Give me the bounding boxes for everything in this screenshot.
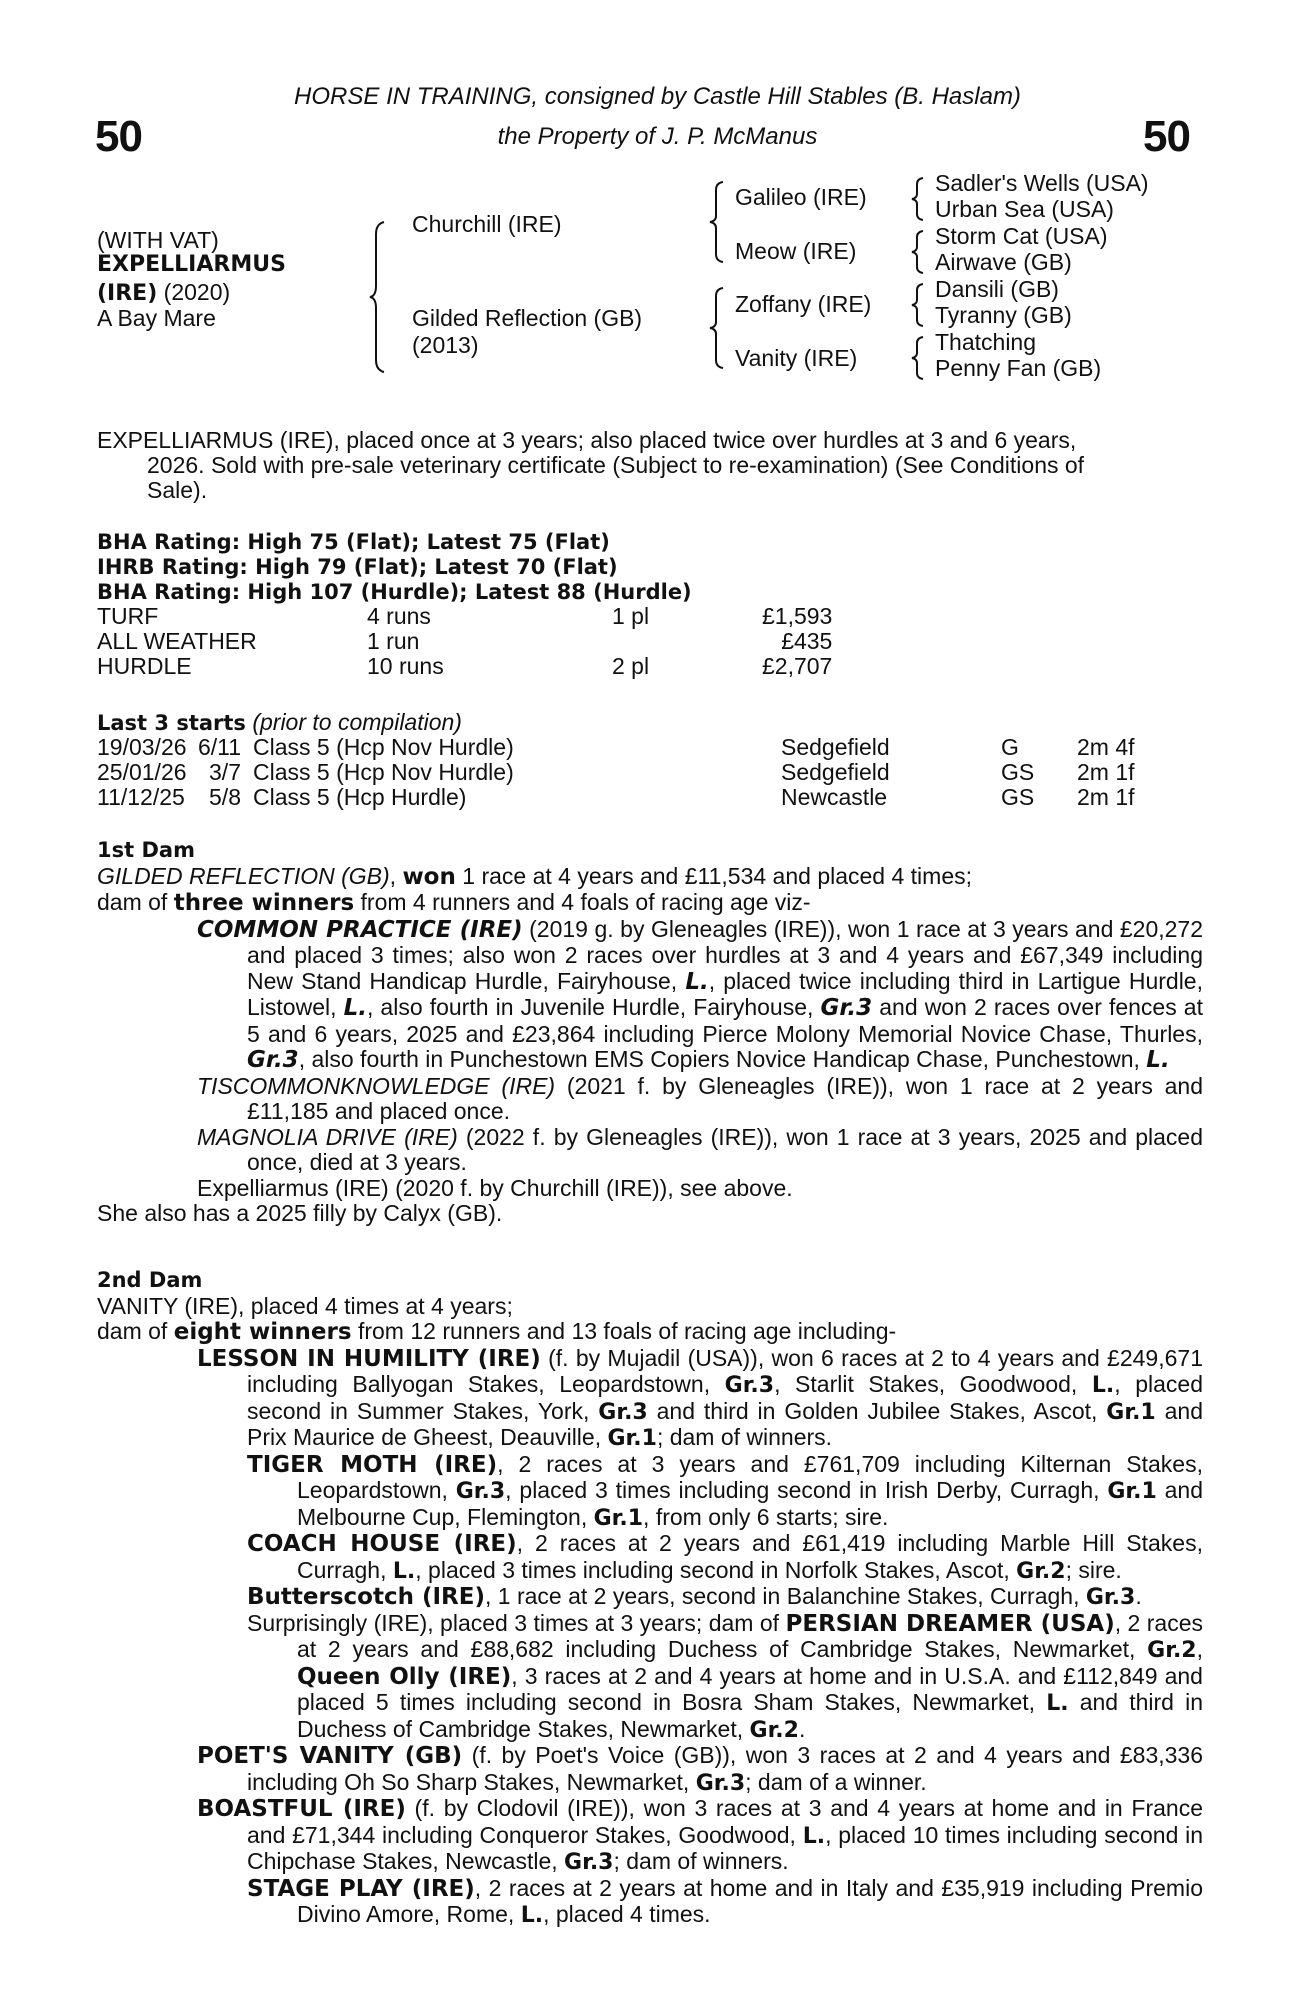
text: , 2 races at 3 years and £761,709 including Kilternan Stakes, Leopardstown,	[297, 1450, 1203, 1503]
vat-label: (WITH VAT)	[97, 227, 219, 253]
race-grade: Gr.3	[820, 995, 873, 1021]
race-grade: L.	[1091, 1373, 1115, 1398]
second-dam-line	[97, 1319, 1203, 1346]
first-dam-section	[97, 838, 1203, 1227]
first-dam-line	[97, 890, 1203, 917]
race-grade: Gr.1	[1106, 1399, 1156, 1425]
text: (2019 g. by Gleneagles (IRE)), won 1 race at 3 years and £20,272 and placed 3 times; also won 2 races over hurdles at 3 and 4 years and £67,349 including New Stand Handicap Hurdle, Fairyhouse,	[247, 915, 1203, 994]
text: (2022 f. by Gleneagles (IRE)), won 1 race at 3 years, 2025 and placed once, died at 3 years.	[247, 1123, 1203, 1175]
produce-name: TIGER MOTH (IRE)	[247, 1451, 498, 1478]
won-label: won	[402, 863, 456, 890]
rating-line: BHA Rating: High 75 (Flat); Latest 75 (Flat)	[97, 530, 610, 554]
text: ; dam of winners.	[656, 1424, 833, 1450]
pedigree-dam-sire: Zoffany (IRE)	[735, 291, 872, 317]
rating-line: IHRB Rating: High 79 (Flat); Latest 70 (Flat)	[97, 555, 618, 579]
pedigree-dam: Gilded Reflection (GB)	[412, 305, 643, 331]
text: (f. by Clodovil (IRE)), won 3 races at 3 and 4 years at home and in France and £71,344 including Conqueror Stakes, Goodwood,	[247, 1795, 1203, 1848]
record-row	[97, 604, 832, 629]
header-owner: the Property of J. P. McManus	[497, 123, 818, 150]
pedigree-dam-year: (2013)	[412, 332, 479, 358]
last-starts-title: Last 3 starts	[97, 711, 246, 735]
race-grade: L.	[1146, 1047, 1170, 1073]
text: , placed twice including third in Lartigue Hurdle, Listowel,	[247, 967, 1203, 1020]
start-going: GS	[1001, 784, 1035, 810]
brace-vanity	[910, 335, 926, 381]
summary-line: EXPELLIARMUS (IRE), placed once at 3 years; also placed twice over hurdles at 3 and 6 years,	[97, 427, 1077, 453]
brace-meow	[910, 229, 926, 275]
text: , 2 races at 2 years and £61,419 including Marble Hill Stakes, Curragh,	[297, 1530, 1203, 1583]
text: , placed 3 times including second in Norfolk Stakes, Ascot,	[415, 1556, 1017, 1583]
race-grade: Gr.2	[1016, 1558, 1066, 1584]
pedigree-gen3: Tyranny (GB)	[935, 302, 1072, 328]
produce-name: LESSON IN HUMILITY (IRE)	[197, 1345, 541, 1372]
produce-note: She also has a 2025 filly by Calyx (GB).	[97, 1200, 503, 1226]
produce-name: MAGNOLIA DRIVE (IRE)	[197, 1123, 458, 1150]
dam-name: GILDED REFLECTION (GB)	[97, 862, 390, 889]
text: ; sire.	[1065, 1556, 1122, 1583]
summary-line: Sale).	[147, 477, 208, 503]
start-distance: 2m 1f	[1077, 759, 1135, 785]
horse-year: (2020)	[157, 279, 231, 305]
start-race: Class 5 (Hcp Hurdle)	[253, 784, 467, 810]
record-prize: £2,707	[762, 653, 833, 679]
start-date: 19/03/26	[97, 734, 187, 760]
produce-name: STAGE PLAY (IRE)	[247, 1875, 475, 1902]
start-date: 25/01/26	[97, 759, 187, 785]
text: from 4 runners and 4 foals of racing age viz-	[354, 889, 811, 915]
text: .	[1135, 1583, 1142, 1609]
record-placed: 2 pl	[612, 653, 650, 679]
lot-number-right: 50	[1143, 112, 1190, 161]
text: from 12 runners and 13 foals of racing age including-	[351, 1318, 897, 1344]
text: Surprisingly (IRE), placed 3 times at 3 years; dam of	[247, 1609, 786, 1636]
race-grade: Gr.2	[1147, 1638, 1197, 1663]
text: dam of	[97, 889, 174, 915]
pedigree-gen3: Sadler's Wells (USA)	[935, 170, 1149, 196]
text: , placed second in Summer Stakes, York,	[247, 1371, 1203, 1424]
start-course: Sedgefield	[781, 759, 890, 785]
race-grade: Gr.3	[598, 1399, 648, 1425]
record-runs-num	[337, 604, 367, 629]
text: , also fourth in Punchestown EMS Copiers Novice Handicap Chase, Punchestown,	[298, 1046, 1147, 1072]
start-race: Class 5 (Hcp Nov Hurdle)	[253, 759, 514, 785]
second-dam-title: 2nd Dam	[97, 1268, 203, 1292]
header-consignor: HORSE IN TRAINING, consigned by Castle Hill Stables (B. Haslam)	[294, 83, 1021, 110]
pedigree-gen3: Airwave (GB)	[935, 249, 1072, 275]
race-grade: Gr.2	[749, 1717, 799, 1743]
start-position: 3/7	[209, 759, 241, 785]
race-grade: Gr.1	[607, 1426, 657, 1451]
produce-name: PERSIAN DREAMER (USA)	[785, 1610, 1115, 1637]
horse-country-year	[97, 280, 230, 306]
text: and Prix Maurice de Gheest, Deauville,	[247, 1397, 1204, 1450]
produce-entry	[97, 1346, 1203, 1452]
start-going: GS	[1001, 759, 1035, 785]
pedigree-gen3: Dansili (GB)	[935, 276, 1059, 302]
race-grade: L.	[685, 968, 709, 995]
produce-name: BOASTFUL (IRE)	[197, 1796, 406, 1822]
text: and third in Duchess of Cambridge Stakes, Newmarket,	[297, 1689, 1203, 1742]
text: dam of	[97, 1318, 174, 1344]
pedigree-dam-dam: Vanity (IRE)	[735, 345, 858, 371]
second-dam-section	[97, 1268, 1203, 1929]
record-placed	[612, 629, 762, 654]
horse-name: EXPELLIARMUS	[97, 252, 286, 277]
winners-count: eight winners	[173, 1319, 352, 1345]
record-prize: £1,593	[762, 603, 833, 629]
race-grade: Gr.1	[593, 1505, 644, 1531]
produce-name: POET'S VANITY (GB)	[197, 1743, 463, 1769]
start-course: Newcastle	[781, 784, 888, 810]
record-prize: £435	[781, 628, 833, 654]
produce-entry	[97, 1531, 1203, 1584]
text: ,	[1196, 1636, 1203, 1662]
text: , 3 races at 2 and 4 years at home and in U.S.A. and £112,849 and placed 5 times including second in Bosra Sham Stakes, Newmarket,	[297, 1662, 1203, 1715]
race-grade: L.	[343, 995, 367, 1021]
record-runs: 10 runs	[367, 653, 444, 679]
record-row	[97, 629, 832, 654]
text: and third in Golden Jubilee Stakes, Ascot,	[647, 1397, 1107, 1424]
produce-entry	[97, 917, 1203, 1074]
text: 1 race at 4 years and £11,534 and placed 4 times;	[455, 862, 973, 889]
produce-entry	[97, 1611, 1203, 1744]
text: ,	[389, 862, 403, 889]
text: , 1 race at 2 years, second in Balanchine Stakes, Curragh,	[484, 1583, 1086, 1609]
race-grade: Gr.3	[247, 1047, 299, 1073]
start-row	[97, 735, 1135, 760]
produce-entry	[97, 1876, 1203, 1929]
horse-description: A Bay Mare	[97, 305, 216, 331]
pedigree-sire-sire: Galileo (IRE)	[735, 184, 867, 210]
record-runs: 4 runs	[367, 603, 431, 629]
start-distance: 2m 1f	[1077, 784, 1135, 810]
text: , 2 races at 2 years at home and in Italy and £35,919 including Premio Divino Amore, Rome,	[297, 1874, 1203, 1927]
brace-galileo	[910, 176, 926, 222]
text: and Melbourne Cup, Flemington,	[297, 1477, 1203, 1530]
race-grade: L.	[802, 1823, 826, 1849]
text: , from only 6 starts; sire.	[643, 1503, 889, 1530]
race-grade: Gr.3	[724, 1373, 775, 1398]
produce-name: COMMON PRACTICE (IRE)	[197, 916, 523, 943]
race-grade: Gr.3	[695, 1770, 746, 1796]
last-starts-table	[97, 735, 1135, 810]
pedigree-sire-dam: Meow (IRE)	[735, 238, 857, 264]
produce-name: TISCOMMONKNOWLEDGE (IRE)	[197, 1072, 556, 1099]
record-surface: HURDLE	[97, 653, 192, 679]
start-row	[97, 785, 1135, 810]
first-dam-line	[97, 864, 1203, 891]
produce-entry	[97, 1074, 1203, 1125]
text: ; dam of winners.	[613, 1848, 789, 1874]
racing-record-table	[97, 604, 832, 679]
text: (f. by Mujadil (USA)), won 6 races at 2 to 4 years and £249,671 including Ballyogan Stakes, Leopardstown,	[247, 1344, 1203, 1397]
produce-name: COACH HOUSE (IRE)	[247, 1531, 517, 1557]
text: , placed 10 times including second in Chipchase Stakes, Newcastle,	[247, 1821, 1203, 1874]
start-position: 6/11	[197, 734, 241, 760]
start-course: Sedgefield	[781, 734, 890, 760]
rating-line: BHA Rating: High 107 (Hurdle); Latest 88 (Hurdle)	[97, 580, 692, 604]
text: , also fourth in Juvenile Hurdle, Fairyhouse,	[366, 994, 821, 1020]
produce-name: Queen Olly (IRE)	[297, 1663, 512, 1690]
summary-line: 2026. Sold with pre-sale veterinary certificate (Subject to re-examination) (See Conditions of	[147, 452, 1085, 478]
start-date: 11/12/25	[97, 784, 185, 810]
brace-zoffany	[910, 282, 926, 328]
text: , placed 4 times.	[543, 1901, 711, 1927]
race-grade: Gr.3	[1085, 1585, 1136, 1610]
text: (2021 f. by Gleneagles (IRE)), won 1 race at 2 years and £11,185 and placed once.	[247, 1072, 1204, 1124]
text: .	[798, 1715, 806, 1742]
text: ; dam of a winner.	[745, 1768, 927, 1795]
last-starts-heading	[97, 710, 462, 736]
brace-parents	[368, 220, 388, 375]
text: and won 2 races over fences at 5 and 6 years, 2025 and £23,864 including Pierce Molony Memorial Novice Chase, Thurles,	[247, 994, 1203, 1047]
text: , 2 races at 2 years and £88,682 including Duchess of Cambridge Stakes, Newmarket,	[297, 1609, 1204, 1662]
last-starts-note: (prior to compilation)	[252, 709, 462, 735]
first-dam-title: 1st Dam	[97, 838, 195, 862]
produce-entry	[97, 1125, 1203, 1176]
brace-sire	[708, 180, 726, 264]
race-grade: Gr.1	[1107, 1479, 1157, 1504]
text: , placed 3 times including second in Irish Derby, Curragh,	[505, 1477, 1108, 1503]
record-placed: 1 pl	[612, 603, 650, 629]
produce-name: Butterscotch (IRE)	[247, 1584, 485, 1610]
record-surface: TURF	[97, 603, 159, 629]
produce-entry: Expelliarmus (IRE) (2020 f. by Churchill (IRE)), see above.	[197, 1174, 793, 1201]
pedigree-gen3: Storm Cat (USA)	[935, 223, 1108, 249]
horse-country: (IRE)	[97, 281, 158, 306]
start-distance: 2m 4f	[1077, 734, 1135, 760]
start-row	[97, 760, 1135, 785]
record-surface: ALL WEATHER	[97, 628, 257, 654]
text: , Starlit Stakes, Goodwood,	[774, 1371, 1092, 1397]
start-position: 5/8	[209, 784, 241, 810]
pedigree-gen3: Thatching	[935, 329, 1037, 355]
produce-entry	[97, 1584, 1203, 1611]
pedigree-sire: Churchill (IRE)	[412, 211, 562, 237]
second-dam-line: VANITY (IRE), placed 4 times at 4 years;	[97, 1292, 513, 1319]
pedigree-gen3: Penny Fan (GB)	[935, 355, 1102, 381]
start-going: G	[1001, 734, 1019, 760]
pedigree-gen3: Urban Sea (USA)	[935, 196, 1114, 222]
text: (f. by Poet's Voice (GB)), won 3 races at 2 and 4 years and £83,336 including Oh So Sharp Stakes, Newmarket,	[247, 1742, 1203, 1795]
start-race: Class 5 (Hcp Nov Hurdle)	[253, 734, 514, 760]
record-row	[97, 654, 832, 679]
lot-number-left: 50	[95, 112, 142, 161]
race-grade: L.	[1046, 1691, 1069, 1716]
brace-dam	[708, 286, 726, 370]
race-grade: L.	[392, 1558, 416, 1584]
produce-entry	[97, 1452, 1203, 1532]
race-grade: L.	[520, 1903, 544, 1928]
race-grade: Gr.3	[564, 1850, 614, 1875]
produce-entry	[97, 1743, 1203, 1796]
produce-entry	[97, 1796, 1203, 1876]
winners-count: three winners	[173, 890, 355, 916]
record-runs: 1 run	[367, 628, 420, 654]
race-grade: Gr.3	[455, 1479, 506, 1504]
